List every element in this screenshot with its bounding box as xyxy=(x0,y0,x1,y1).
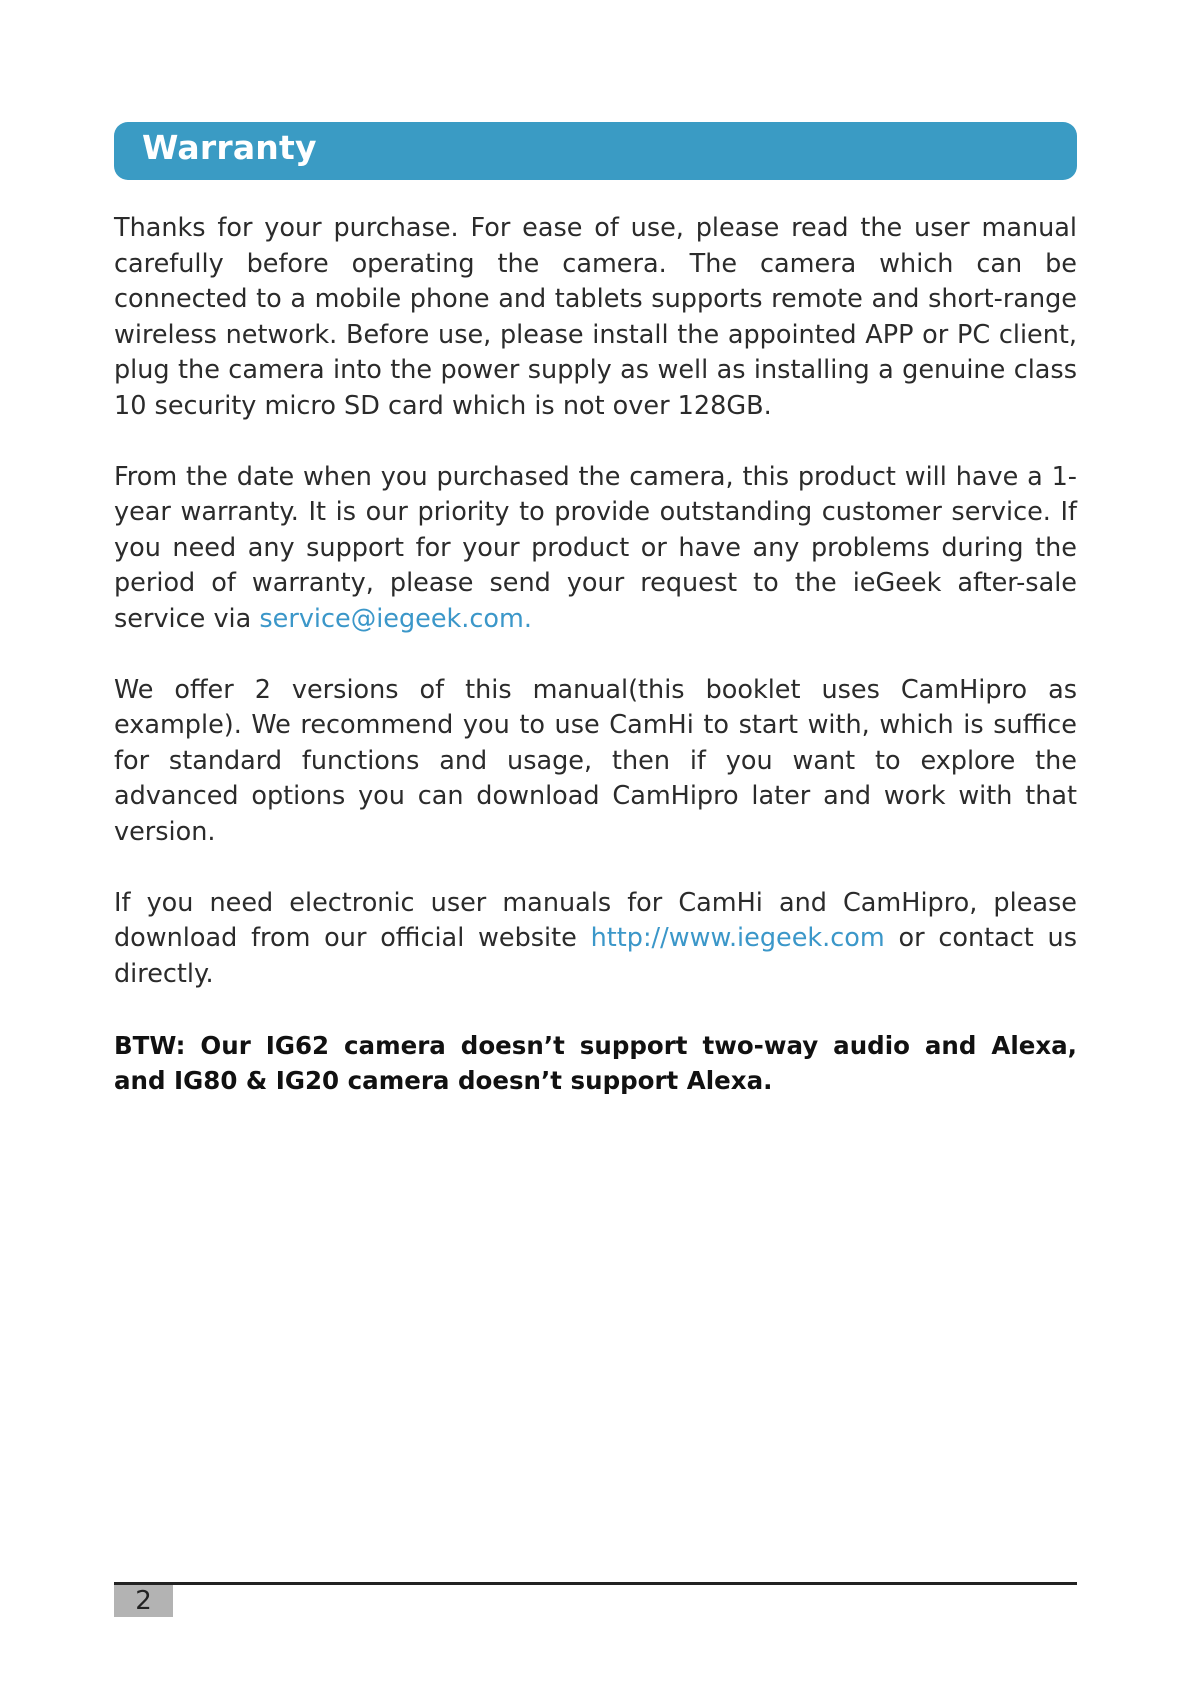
section-title: Warranty xyxy=(142,128,317,167)
service-email-link[interactable]: service@iegeek.com. xyxy=(259,603,532,634)
website-link[interactable]: http://www.iegeek.com xyxy=(590,923,885,953)
warranty-paragraph xyxy=(114,460,1077,638)
manuals-text-before: If you need electronic user manuals for CamHi and CamHipro, please download from our official website xyxy=(114,887,1077,953)
versions-paragraph: We offer 2 versions of this manual(this booklet uses CamHipro as example). We recommend you to use CamHi to start with, which is suffice for standard functions and usage, then if you want to explore the advanced options you can download CamHipro later and work with that version. xyxy=(114,674,1077,847)
intro-paragraph: Thanks for your purchase. For ease of use, please read the user manual carefully before operating the camera. The camera which can be connected to a mobile phone and tablets supports remote and short-range wireless network. Before use, please install the appointed APP or PC client, plug the camera into the power supply as well as installing a genuine class 10 security micro SD card which is not over 128GB. xyxy=(114,213,1077,421)
warranty-text: From the date when you purchased the camera, this product will have a 1-year warranty. It is our priority to provide outstanding customer service. If you need any support for your product or have any problems during the period of warranty, please send your request to the ieGeek after-sale service via xyxy=(114,461,1077,634)
page-number: 2 xyxy=(135,1586,152,1616)
footer-divider xyxy=(114,1582,1077,1585)
page-number-box xyxy=(114,1585,173,1617)
section-header-bar xyxy=(114,122,1077,180)
manuals-paragraph xyxy=(114,886,1077,993)
compatibility-note: BTW: Our IG62 camera doesn’t support two-way audio and Alexa, and IG80 & IG20 camera doesn’t support Alexa. xyxy=(114,1030,1077,1095)
page-content xyxy=(114,211,1077,1099)
manuals-text-after: or contact us directly. xyxy=(114,923,1078,989)
